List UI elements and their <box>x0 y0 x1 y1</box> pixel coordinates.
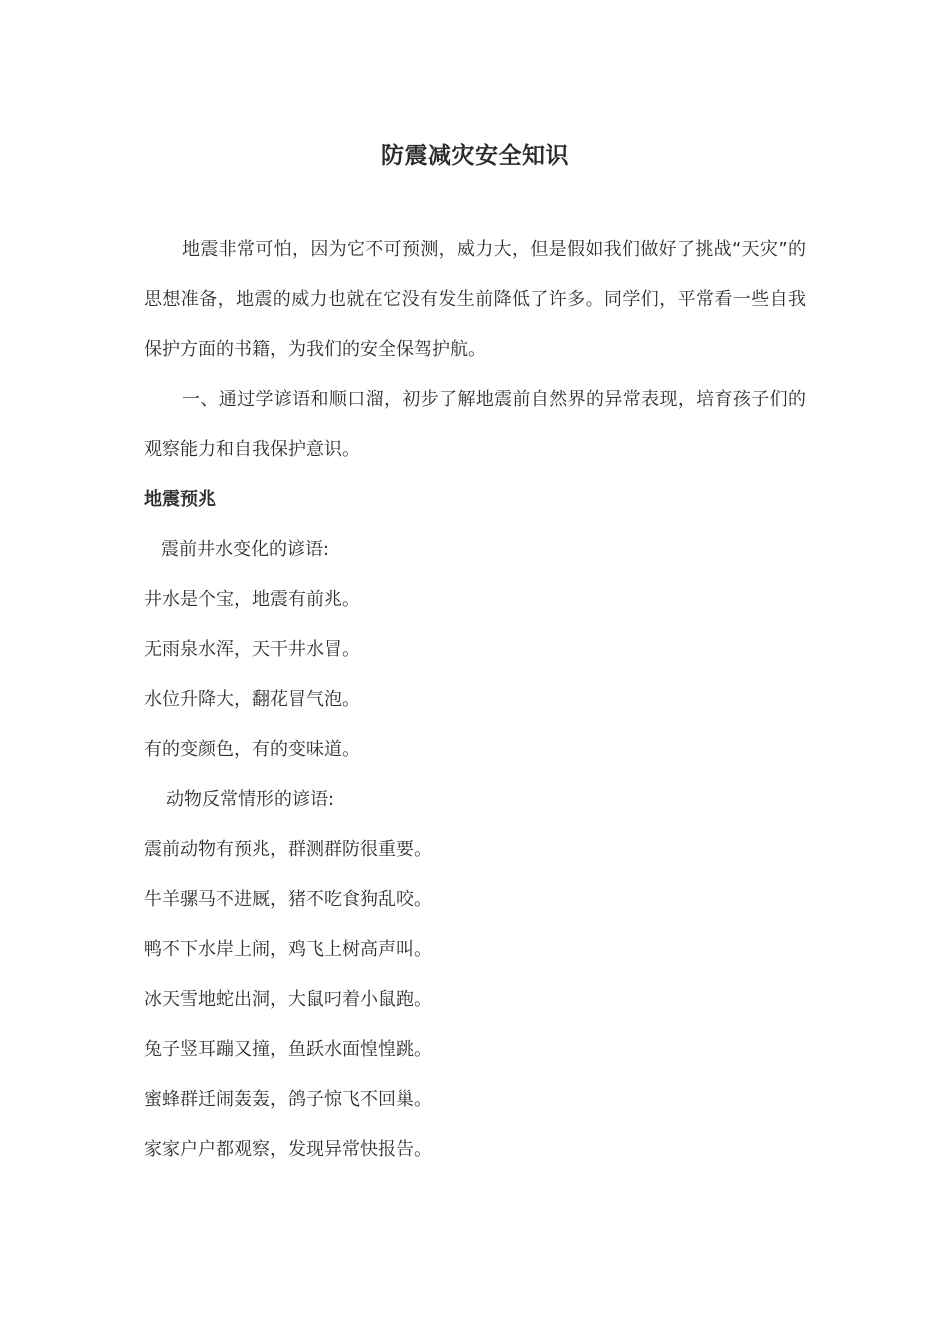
proverb-line: 鸭不下水岸上闹，鸡飞上树高声叫。 <box>144 939 432 960</box>
proverb-line: 蜜蜂群迁闹轰轰，鸽子惊飞不回巢。 <box>144 1089 432 1110</box>
proverb-line: 兔子竖耳蹦又撞，鱼跃水面惶惶跳。 <box>144 1039 432 1060</box>
well-water-heading: 震前井水变化的谚语: <box>161 539 330 560</box>
proverb-line: 井水是个宝，地震有前兆。 <box>144 589 360 610</box>
section-subheading: 地震预兆 <box>144 489 216 510</box>
proverb-line: 水位升降大，翻花冒气泡。 <box>144 689 360 710</box>
proverb-line: 有的变颜色，有的变味道。 <box>144 739 360 760</box>
section-one-paragraph: 一、通过学谚语和顺口溜，初步了解地震前自然界的异常表现，培育孩子们的观察能力和自我保护意识。 <box>144 389 806 460</box>
animals-heading: 动物反常情形的谚语: <box>166 789 335 810</box>
proverb-line: 家家户户都观察，发现异常快报告。 <box>144 1139 432 1160</box>
proverb-line: 牛羊骡马不进厩，猪不吃食狗乱咬。 <box>144 889 432 910</box>
document-title: 防震减灾安全知识 <box>381 143 569 169</box>
intro-paragraph: 地震非常可怕，因为它不可预测，威力大，但是假如我们做好了挑战“天灾”的思想准备，地震的威力也就在它没有发生前降低了许多。同学们，平常看一些自我保护方面的书籍，为我们的安全保驾护航。 <box>144 239 806 360</box>
proverb-line: 震前动物有预兆，群测群防很重要。 <box>144 839 432 860</box>
document-body <box>144 225 806 1175</box>
proverb-line: 无雨泉水浑，天干井水冒。 <box>144 639 360 660</box>
proverb-line: 冰天雪地蛇出洞，大鼠叼着小鼠跑。 <box>144 989 432 1010</box>
